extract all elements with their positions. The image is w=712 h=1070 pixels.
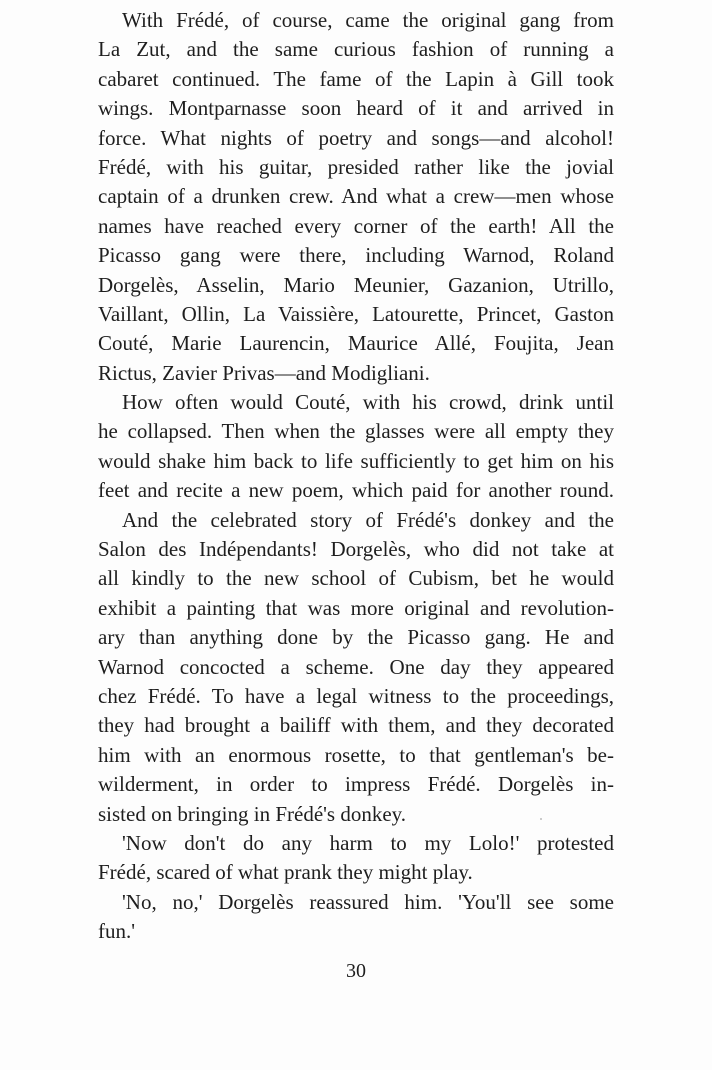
text-line: La Zut, and the same curious fashion of running a	[98, 37, 614, 62]
text-line: he collapsed. Then when the glasses were all empty they	[98, 419, 614, 444]
text-line: Frédé, scared of what prank they might play.	[98, 860, 473, 885]
text-line: cabaret continued. The fame of the Lapin à Gill took	[98, 66, 614, 91]
body-text	[98, 6, 614, 947]
text-line: sisted on bringing in Frédé's donkey.	[98, 801, 407, 826]
text-line: And the celebrated story of Frédé's donkey and the	[122, 507, 614, 532]
text-line: Warnod concocted a scheme. One day they appeared	[98, 654, 614, 679]
text-line: ary than anything done by the Picasso gang. He and	[98, 625, 614, 650]
text-line: feet and recite a new poem, which paid for another round.	[98, 478, 614, 503]
text-line: they had brought a bailiff with them, and they decorated	[98, 713, 614, 738]
text-line: captain of a drunken crew. And what a crew—men whose	[98, 184, 614, 209]
text-line: chez Frédé. To have a legal witness to the proceedings,	[98, 683, 614, 708]
text-line: Picasso gang were there, including Warnod, Roland	[98, 243, 614, 268]
paragraph-1	[98, 6, 614, 388]
text-line: Frédé, with his guitar, presided rather like the jovial	[98, 154, 614, 179]
text-line: How often would Couté, with his crowd, drink until	[122, 390, 614, 415]
text-line: 'Now don't do any harm to my Lolo!' protested	[122, 830, 614, 855]
paragraph-4	[98, 829, 614, 888]
text-line: exhibit a painting that was more original and revolution-	[98, 595, 614, 620]
paragraph-2	[98, 388, 614, 506]
text-line: him with an enormous rosette, to that gentleman's be-	[98, 742, 614, 767]
page-number: 30	[346, 960, 366, 982]
text-line: Couté, Marie Laurencin, Maurice Allé, Foujita, Jean	[98, 331, 614, 356]
text-line: Rictus, Zavier Privas—and Modigliani.	[98, 360, 430, 385]
text-line: wilderment, in order to impress Frédé. Dorgelès in-	[98, 772, 614, 797]
text-line: With Frédé, of course, came the original gang from	[122, 8, 614, 32]
text-line: names have reached every corner of the earth! All the	[98, 213, 614, 238]
paragraph-3	[98, 506, 614, 829]
text-line: Dorgelès, Asselin, Mario Meunier, Gazanion, Utrillo,	[98, 272, 614, 297]
text-line: Vaillant, Ollin, La Vaissière, Latourette, Princet, Gaston	[98, 301, 614, 326]
text-line: force. What nights of poetry and songs—and alcohol!	[98, 125, 614, 150]
text-line: wings. Montparnasse soon heard of it and arrived in	[98, 96, 614, 121]
print-speck	[540, 818, 542, 820]
paragraph-5	[98, 888, 614, 947]
text-line: all kindly to the new school of Cubism, bet he would	[98, 566, 614, 591]
text-line: fun.'	[98, 919, 136, 944]
text-line: would shake him back to life sufficiently to get him on his	[98, 448, 614, 473]
text-line: Salon des Indépendants! Dorgelès, who did not take at	[98, 537, 614, 562]
text-line: 'No, no,' Dorgelès reassured him. 'You'll see some	[122, 889, 614, 914]
